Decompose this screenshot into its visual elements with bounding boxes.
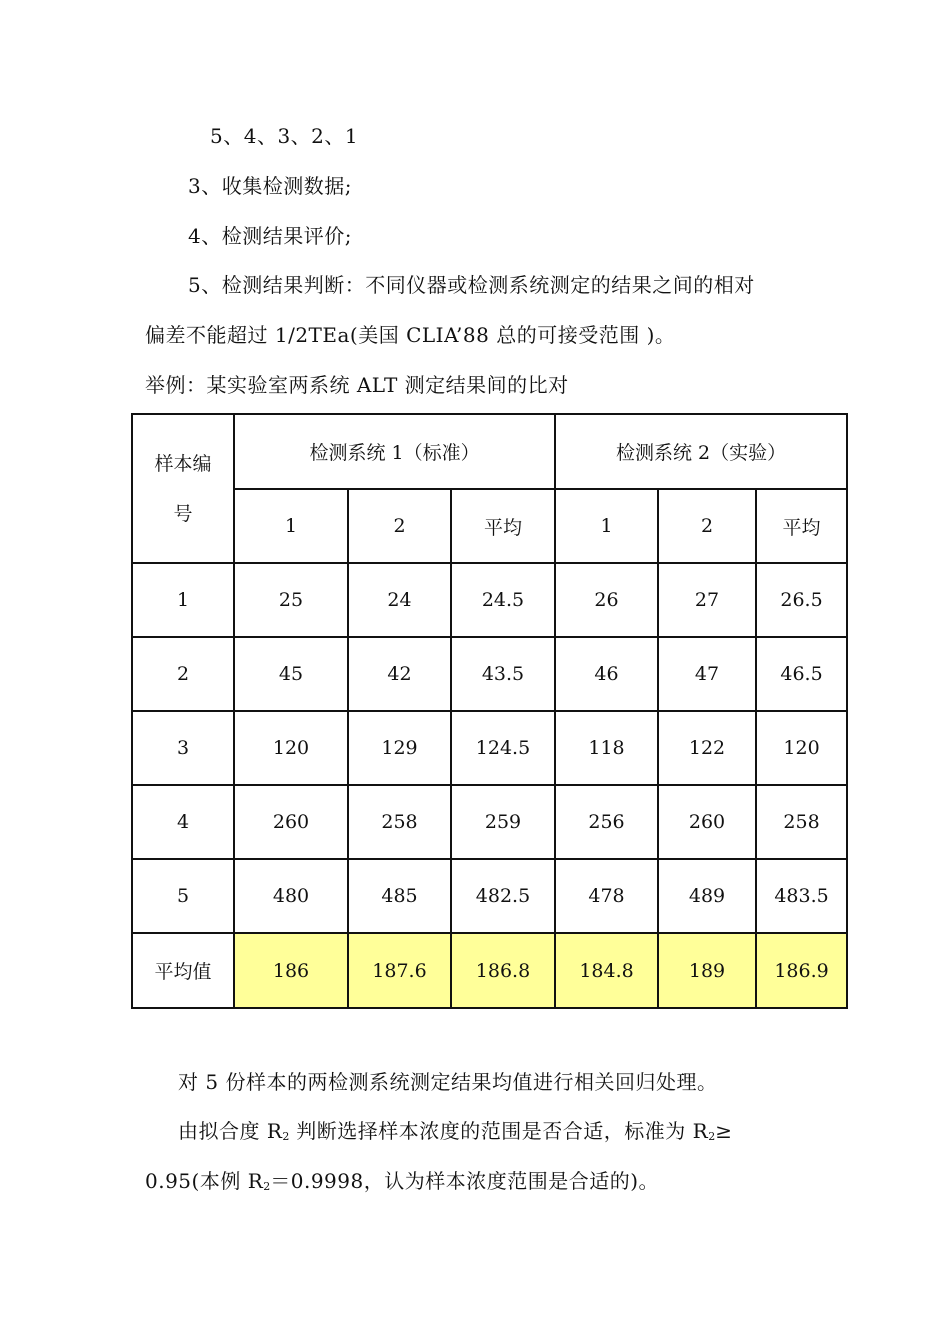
- row-id: 4: [132, 785, 234, 859]
- r2-criterion-symbol: ≥: [715, 1119, 733, 1143]
- table-cell: 122: [658, 711, 756, 785]
- example-caption: 举例：某实验室两系统 ALT 测定结果间的比对: [145, 373, 569, 397]
- table-cell: 258: [756, 785, 847, 859]
- sample-id-header-line2: 号: [173, 502, 193, 525]
- r2-subscript: 2: [282, 1130, 290, 1143]
- step-3-collect-data: 3、收集检测数据;: [188, 174, 352, 198]
- table-cell: 478: [555, 859, 658, 933]
- subheader-cell: 1: [555, 489, 658, 563]
- table-cell: 480: [234, 859, 348, 933]
- table-cell: 118: [555, 711, 658, 785]
- summary-cell: 186.8: [451, 933, 555, 1008]
- table-cell: 260: [658, 785, 756, 859]
- r2-criterion-part1: 由拟合度 R: [178, 1119, 283, 1143]
- table-cell: 259: [451, 785, 555, 859]
- table-cell: 489: [658, 859, 756, 933]
- r2-example-part1: 0.95(本例 R: [145, 1169, 264, 1193]
- table-cell: 124.5: [451, 711, 555, 785]
- table-cell: 47: [658, 637, 756, 711]
- table-cell: 26.5: [756, 563, 847, 637]
- table-cell: 26: [555, 563, 658, 637]
- table-cell: 46: [555, 637, 658, 711]
- r2-criterion-part2: 判断选择样本浓度的范围是否合适，标准为 R: [289, 1119, 709, 1143]
- summary-cell: 189: [658, 933, 756, 1008]
- r2-subscript: 2: [708, 1130, 716, 1143]
- list-item-steps: 5、4、3、2、1: [210, 124, 359, 148]
- summary-cell: 186: [234, 933, 348, 1008]
- table-cell: 43.5: [451, 637, 555, 711]
- summary-label: 平均值: [132, 933, 234, 1008]
- summary-cell: 187.6: [348, 933, 451, 1008]
- sample-id-header-line1: 样本编: [154, 452, 212, 475]
- table-row: [132, 711, 847, 785]
- r2-example-part2: ＝0.9998，认为样本浓度范围是合适的)。: [270, 1169, 660, 1193]
- row-id: 5: [132, 859, 234, 933]
- subheader-cell: 2: [658, 489, 756, 563]
- subheader-cell: 平均: [451, 489, 555, 563]
- table-cell: 120: [756, 711, 847, 785]
- summary-cell: 186.9: [756, 933, 847, 1008]
- row-id: 1: [132, 563, 234, 637]
- step-4-evaluate: 4、检测结果评价;: [188, 224, 352, 248]
- table-row: [132, 637, 847, 711]
- subheader-cell: 平均: [756, 489, 847, 563]
- table-cell: 46.5: [756, 637, 847, 711]
- r2-example: [145, 1167, 659, 1201]
- regression-note: 对 5 份样本的两检测系统测定结果均值进行相关回归处理。: [178, 1070, 718, 1094]
- table-cell: 45: [234, 637, 348, 711]
- table-cell: 120: [234, 711, 348, 785]
- step-5-judgement: 5、检测结果判断：不同仪器或检测系统测定的结果之间的相对: [188, 273, 755, 297]
- table-cell: 27: [658, 563, 756, 637]
- table-cell: 42: [348, 637, 451, 711]
- table-cell: 24: [348, 563, 451, 637]
- subheader-cell: 2: [348, 489, 451, 563]
- comparison-table: [131, 413, 848, 1009]
- table-cell: 482.5: [451, 859, 555, 933]
- table-cell: 485: [348, 859, 451, 933]
- table-cell: 260: [234, 785, 348, 859]
- subheader-cell: 1: [234, 489, 348, 563]
- table-cell: 129: [348, 711, 451, 785]
- table-row: [132, 785, 847, 859]
- system1-header: 检测系统 1（标准）: [234, 414, 555, 489]
- r2-subscript: 2: [263, 1180, 271, 1193]
- summary-cell: 184.8: [555, 933, 658, 1008]
- system2-header: 检测系统 2（实验）: [555, 414, 847, 489]
- table-cell: 258: [348, 785, 451, 859]
- row-id: 3: [132, 711, 234, 785]
- step-5-continuation: 偏差不能超过 1/2TEa(美国 CLIA’88 总的可接受范围 )。: [145, 323, 676, 347]
- table-cell: 256: [555, 785, 658, 859]
- table-cell: 483.5: [756, 859, 847, 933]
- row-id: 2: [132, 637, 234, 711]
- table-cell: 25: [234, 563, 348, 637]
- table-cell: 24.5: [451, 563, 555, 637]
- summary-row: [132, 933, 847, 1008]
- r2-criterion: [178, 1117, 732, 1151]
- table-row: [132, 859, 847, 933]
- sample-id-header: [132, 414, 234, 563]
- table-row: [132, 563, 847, 637]
